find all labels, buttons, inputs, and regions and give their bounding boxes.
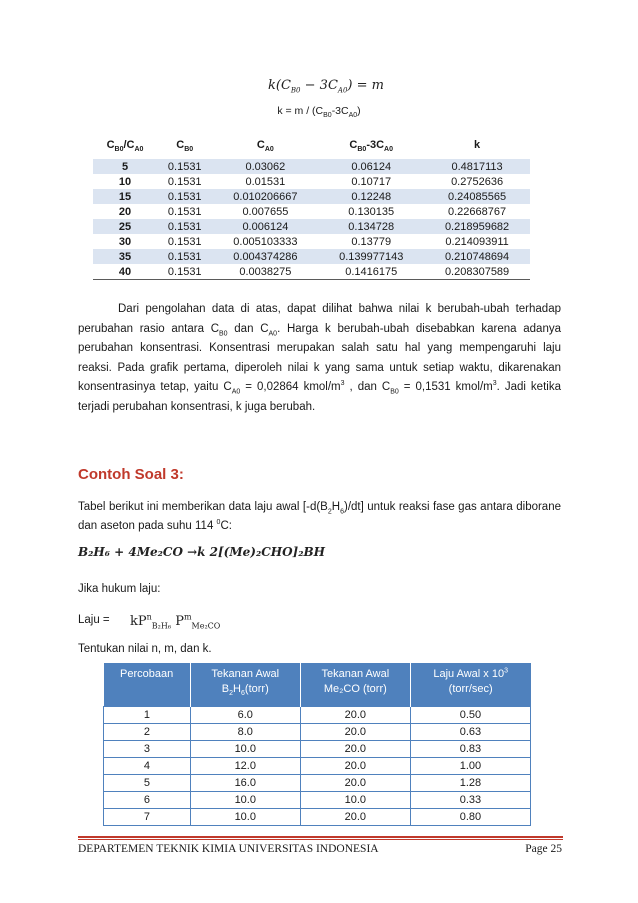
footer-rule-thin [78, 839, 563, 840]
cell: 0.214093911 [445, 235, 509, 248]
cell: 0.010206667 [212, 189, 318, 204]
table-row [104, 809, 531, 826]
cell: 0.22668767 [448, 205, 507, 218]
cell: 20.0 [300, 741, 410, 758]
cell: 0.06124 [318, 159, 424, 174]
cell: 5 [104, 775, 191, 792]
cell: 0.2752636 [451, 175, 504, 188]
table-row [93, 189, 530, 204]
cell: 0.1531 [157, 219, 212, 234]
cell: 0.10717 [351, 175, 392, 188]
table-header-row [93, 131, 530, 159]
cell: 0.63 [410, 724, 530, 741]
cell: 0.13779 [351, 235, 392, 248]
cell: 0.03062 [212, 159, 318, 174]
cell: 4 [104, 758, 191, 775]
cell: 16.0 [190, 775, 300, 792]
cell: 10.0 [190, 741, 300, 758]
header-k: k [424, 131, 530, 159]
cell: 0.005103333 [233, 235, 298, 248]
cell: 0.218959682 [424, 219, 530, 234]
cell: 3 [104, 741, 191, 758]
cell: 15 [93, 189, 157, 204]
cell: 6 [104, 792, 191, 809]
cell: 6.0 [190, 707, 300, 724]
cell: 5 [93, 159, 157, 174]
analysis-paragraph: Dari pengolahan data di atas, dapat dilihat bahwa nilai k berubah-ubah terhadap perubahan rasio antara $C_{B0}$ dan $C_{A0}$. Harga k berubah-ubah disebabkan karena adanya perubahan konsentrasi. Konsentrasi merupakan salah satu hal yang mempengaruhi laju reaksi. Pada grafik pertama, diperoleh nilai k yang sama untuk setiap waktu, dikarenakan konsentrasinya tetap, yaitu $C_{A0} = 0,02864$ kmol/$m^3$ , dan $C_{B0} = 0,1531$ kmol/$m^3$. Jadi ketika terjadi perubahan konsentrasi, k juga berubah. [78, 303, 561, 413]
cell: 1.00 [410, 758, 530, 775]
cell: 0.01531 [245, 175, 286, 188]
rate-law-label: Jika hukum laju: [78, 583, 161, 595]
cell: 0.134728 [318, 219, 424, 234]
cell: 0.4817113 [424, 159, 530, 174]
table-row [93, 234, 530, 249]
table-row [93, 219, 530, 234]
cell: 1 [104, 707, 191, 724]
header-ratio: $C_{B0}/C_{A0}$ [93, 131, 157, 159]
cell: 2 [104, 724, 191, 741]
cell: 20.0 [300, 724, 410, 741]
cell: 0.1531 [157, 249, 212, 264]
equation-top: $k(C_{B0} - 3C_{A0}) = m$ [268, 78, 384, 95]
cell: 7 [104, 809, 191, 826]
cell: 0.1531 [167, 235, 202, 248]
cell: 10.0 [300, 792, 410, 809]
cell: 0.1531 [157, 189, 212, 204]
cell: 20.0 [300, 758, 410, 775]
reaction-equation: B₂H₆ + 4Me₂CO →k 2[(Me)₂CHO]₂BH [78, 545, 325, 559]
table-row [93, 204, 530, 219]
k-ratio-table [93, 131, 530, 280]
cell: 0.210748694 [424, 249, 530, 264]
cell: 0.007655 [242, 205, 289, 218]
table-row [104, 741, 531, 758]
footer-rule [78, 836, 563, 838]
cell: 30 [118, 235, 132, 248]
task-line: Tentukan nilai n, m, dan k. [78, 643, 212, 655]
cell: 0.004374286 [212, 249, 318, 264]
table-header-row [104, 663, 531, 707]
table-row [93, 159, 530, 174]
cell: 25 [93, 219, 157, 234]
header-ca0: $C_{A0}$ [212, 131, 318, 159]
cell: 0.139977143 [318, 249, 424, 264]
cell: 0.12248 [318, 189, 424, 204]
cell: 8.0 [190, 724, 300, 741]
cell: 40 [93, 264, 157, 280]
section-heading: Contoh Soal 3: [78, 466, 184, 483]
cell: 0.1531 [157, 264, 212, 280]
cell: 12.0 [190, 758, 300, 775]
cell: 0.83 [410, 741, 530, 758]
table-row [104, 724, 531, 741]
cell: 0.1531 [167, 175, 202, 188]
footer-department: DEPARTEMEN TEKNIK KIMIA UNIVERSITAS INDONESIA [78, 843, 379, 855]
laju-label: Laju = [78, 614, 110, 626]
cell: 20 [118, 205, 132, 218]
table-row [104, 707, 531, 724]
header-tekanan-me2co: Tekanan Awal Me₂CO (torr) [300, 663, 410, 707]
table-row [93, 249, 530, 264]
table-row [104, 792, 531, 809]
cell: 10 [118, 175, 132, 188]
cell: 0.208307589 [424, 264, 530, 280]
cell: 0.33 [410, 792, 530, 809]
cell: 0.1531 [157, 159, 212, 174]
experiment-table [103, 663, 531, 826]
cell: 0.006124 [212, 219, 318, 234]
cell: 0.80 [410, 809, 530, 826]
table-row [93, 264, 530, 280]
cell: 0.24085565 [424, 189, 530, 204]
cell: 0.50 [410, 707, 530, 724]
footer-page-number: Page 25 [525, 843, 562, 855]
k-formula: $k = m / (C_{B0}-3C_{A0})$ [277, 105, 361, 120]
cell: 10.0 [190, 792, 300, 809]
cell: 20.0 [300, 809, 410, 826]
table-row [104, 775, 531, 792]
header-percobaan: Percobaan [104, 663, 191, 707]
rate-expression: $kP^n_{B_2H_6}$ $P^m_{Me_2CO}$ [130, 612, 221, 631]
header-laju-awal: Laju Awal x $10^3$ (torr/sec) [410, 663, 530, 707]
cell: 0.1416175 [318, 264, 424, 280]
cell: 10.0 [190, 809, 300, 826]
cell: 0.1531 [167, 205, 202, 218]
problem-statement: Tabel berikut ini memberikan data laju awal $[-d(B_2H_6)/dt]$ untuk reaksi fase gas antara diborane dan aseton pada suhu 114 $^0$C: [78, 501, 561, 532]
cell: 1.28 [410, 775, 530, 792]
header-tekanan-b2h6: Tekanan Awal $B_2H_6(torr)$ [190, 663, 300, 707]
header-cb0: $C_{B0}$ [157, 131, 212, 159]
cell: 20.0 [300, 707, 410, 724]
cell: 0.0038275 [212, 264, 318, 280]
cell: 35 [93, 249, 157, 264]
cell: 0.130135 [348, 205, 395, 218]
table-row [93, 174, 530, 189]
table-row [104, 758, 531, 775]
header-diff: $C_{B0}-3C_{A0}$ [318, 131, 424, 159]
cell: 20.0 [300, 775, 410, 792]
